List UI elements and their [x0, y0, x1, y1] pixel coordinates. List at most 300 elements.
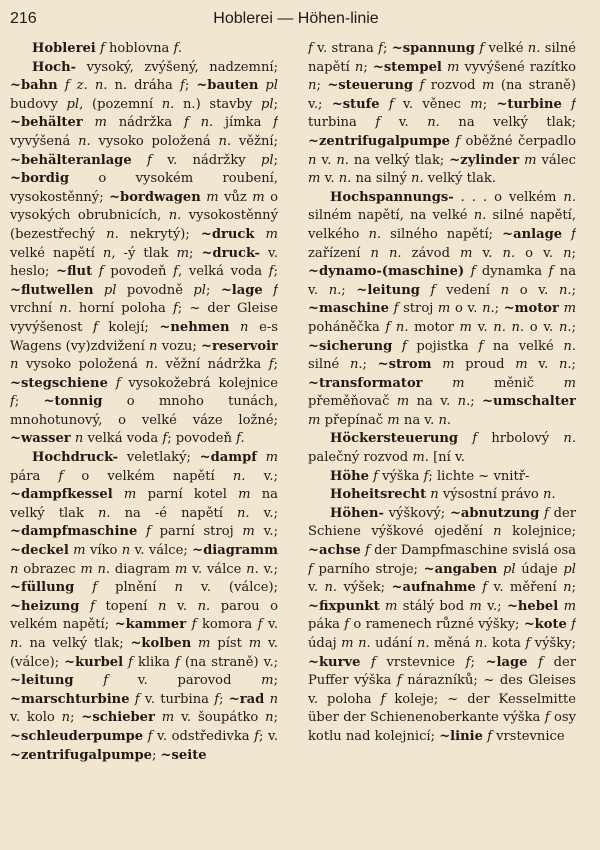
grammar-mark: m	[563, 375, 576, 391]
headword: Höckersteuerung	[330, 431, 459, 447]
grammar-mark: m	[470, 96, 483, 112]
grammar-mark: f	[561, 96, 576, 112]
definition-text: ;	[219, 691, 229, 707]
definition-text: oběžné čerpadlo	[465, 133, 576, 149]
definition-text: ;	[316, 78, 328, 94]
left-column	[10, 40, 278, 840]
grammar-mark: n	[157, 598, 177, 614]
grammar-mark: f	[92, 264, 111, 280]
headword: Hochdruck-	[32, 450, 119, 466]
definition-text: vedení	[446, 282, 501, 298]
definition-text: hoblovna	[108, 41, 174, 56]
grammar-mark: f	[525, 636, 535, 651]
definition-text: výška	[382, 468, 424, 484]
definition-text: budovy	[10, 96, 67, 112]
definition-text: o v.	[529, 319, 559, 335]
definition-text: . [ní v.	[424, 450, 465, 466]
grammar-mark: f	[107, 375, 129, 391]
definition-text: v. turbina	[144, 691, 215, 707]
grammar-mark: m	[387, 412, 404, 428]
grammar-mark: m	[238, 487, 262, 503]
grammar-mark: m	[558, 598, 576, 614]
grammar-mark: f	[527, 654, 554, 670]
grammar-mark: n.	[473, 208, 493, 224]
grammar-mark: n.	[324, 580, 344, 596]
definition-text: ;	[205, 282, 221, 298]
headword: ~leitung	[356, 282, 420, 298]
grammar-mark: n	[70, 431, 88, 447]
grammar-mark: n	[438, 412, 447, 428]
grammar-mark: f	[360, 654, 387, 670]
grammar-mark: m	[558, 301, 576, 317]
definition-text: v.	[482, 245, 503, 261]
definition-text: na velké	[492, 338, 564, 354]
grammar-mark: f	[378, 41, 383, 56]
grammar-mark: pl	[258, 78, 278, 94]
headword: ~bahn	[10, 78, 58, 94]
definition-text: velký tlak.	[427, 171, 496, 187]
definition-text: na velký tlak	[10, 487, 278, 521]
definition-text: .;	[358, 357, 378, 373]
grammar-mark: m	[515, 357, 539, 373]
definition-text: motor	[414, 319, 460, 335]
grammar-mark: n.	[168, 208, 189, 224]
headword: ~reservoir	[200, 338, 278, 354]
grammar-mark: f	[423, 468, 429, 484]
definition-text: měná	[434, 636, 475, 651]
headword: ~bauten	[196, 78, 259, 94]
definition-text: o v.	[454, 301, 483, 317]
grammar-mark: f	[162, 431, 168, 447]
definition-text: (na straně) v.;	[184, 654, 278, 670]
definition-text: hrbolový	[491, 431, 564, 447]
headword: ~druck-	[201, 245, 260, 261]
grammar-mark: m	[191, 636, 218, 651]
definition-text: v.	[176, 598, 198, 614]
grammar-mark: f.	[236, 431, 245, 447]
definition-text: o vysokých obrubnicích,	[10, 189, 278, 224]
definition-text: , -ý tlak	[111, 245, 177, 261]
headword: ~behälter	[10, 115, 83, 131]
definition-text: koleje; ~ der Kesselmitte über der Schienenoberkante výška	[308, 691, 576, 726]
definition-text: v. válce;	[134, 543, 193, 559]
definition-text: horní poloha	[78, 301, 173, 317]
definition-text: v.	[538, 357, 559, 373]
definition-text: der Puffer výška	[308, 654, 576, 689]
definition-text: diagram	[114, 561, 175, 577]
definition-text: ;	[273, 152, 278, 168]
grammar-mark: n	[563, 580, 572, 596]
definition-text: o vysokém roubení, vysokostěnný;	[10, 171, 278, 205]
definition-text: v.;	[263, 505, 278, 521]
entry-hoheitsrecht	[308, 486, 576, 505]
grammar-mark: n.	[78, 133, 99, 149]
headword: ~sicherung	[308, 338, 393, 354]
headword: ~abnutzung	[449, 505, 540, 521]
grammar-mark: f	[173, 264, 178, 280]
grammar-mark: f	[273, 115, 278, 131]
entry-hoch	[10, 59, 278, 449]
grammar-mark: n	[10, 561, 24, 577]
headword: ~druck	[200, 226, 255, 242]
definition-text: parní stroj	[159, 524, 243, 540]
definition-text: o v.	[519, 282, 559, 298]
grammar-mark: n n.	[370, 245, 412, 261]
headword: ~wasser	[10, 431, 71, 447]
definition-text: v. kolo	[10, 710, 62, 726]
grammar-mark: m	[308, 412, 325, 428]
grammar-mark: f	[389, 301, 404, 317]
headword: ~kolben	[130, 636, 192, 651]
definition-text: v. strana	[317, 41, 379, 56]
grammar-mark: n.	[474, 636, 492, 651]
grammar-mark: n	[149, 338, 162, 354]
definition-text: (na straně) v.;	[308, 78, 576, 112]
grammar-mark: m	[248, 636, 268, 651]
grammar-mark: n	[121, 543, 135, 559]
headword: ~nehmen	[159, 319, 230, 335]
definition-text: .;	[567, 319, 576, 335]
definition-text: na v.	[308, 264, 576, 298]
definition-text: výsostní právo	[442, 487, 543, 503]
definition-text: velké napětí	[10, 245, 103, 261]
page-header	[10, 8, 582, 34]
grammar-mark: f	[482, 728, 497, 744]
headword: ~turbine	[496, 96, 562, 112]
headword: ~strom	[377, 357, 432, 373]
grammar-mark: n.	[427, 115, 459, 131]
definition-text: na v.	[403, 412, 439, 428]
headword: ~stufe	[331, 96, 380, 112]
grammar-mark: f	[474, 41, 489, 56]
grammar-mark: f	[413, 78, 431, 94]
definition-text: vrchní	[10, 301, 60, 317]
grammar-mark: n.	[232, 468, 264, 484]
definition-text: velká voda	[87, 431, 163, 447]
definition-text: .;	[466, 394, 483, 410]
definition-text: ;	[382, 41, 392, 56]
grammar-mark: m	[437, 301, 455, 317]
definition-text: ;	[571, 580, 576, 596]
definition-text: píst	[217, 636, 249, 651]
definition-text: vrstevnice	[386, 654, 466, 670]
definition-text: ;	[189, 245, 202, 261]
definition-text: jímka	[224, 115, 274, 131]
definition-text: o mnoho tunách, mnohotunový, o velké váze ložné;	[10, 394, 278, 428]
headword: ~bordwagen	[109, 189, 201, 205]
definition-text: klika	[137, 654, 176, 670]
definition-text: ;	[151, 747, 161, 763]
grammar-mark: f	[379, 96, 404, 112]
grammar-mark: f	[548, 264, 560, 280]
definition-text: ;	[273, 673, 278, 689]
headword: ~bordig	[10, 171, 70, 187]
definition-text: .;	[567, 357, 576, 373]
definition-text: turbina	[308, 115, 376, 131]
headword: ~rad	[228, 691, 265, 707]
grammar-mark: pl	[261, 96, 274, 112]
definition-text: .;	[337, 282, 357, 298]
definition-text: údaje	[521, 561, 564, 577]
grammar-mark: f	[74, 580, 116, 596]
headword: ~kammer	[114, 617, 187, 633]
grammar-mark: f	[73, 673, 138, 689]
definition-text: kota	[492, 636, 526, 651]
entry-hohe	[308, 468, 576, 487]
definition-text: v.;	[263, 468, 278, 484]
definition-text: nádržka	[118, 115, 184, 131]
grammar-mark: n	[563, 245, 572, 261]
headword: ~schieber	[81, 710, 155, 726]
grammar-mark: f	[464, 264, 482, 280]
grammar-mark: f	[544, 710, 554, 726]
headword: ~heizung	[10, 598, 80, 614]
grammar-mark: m	[154, 710, 182, 726]
definition-text: , (pozemní	[79, 96, 162, 112]
headword: Höhen-	[330, 505, 384, 521]
grammar-mark: f z. n.	[57, 78, 115, 94]
definition-text: ;	[571, 245, 576, 261]
grammar-mark: n	[328, 282, 338, 298]
grammar-mark: f	[123, 654, 138, 670]
definition-text: zařízení	[308, 245, 371, 261]
headword: ~lage	[220, 282, 263, 298]
grammar-mark: f n.	[183, 115, 225, 131]
grammar-mark: f	[143, 728, 158, 744]
definition-text: topení	[105, 598, 158, 614]
definition-text: ;	[470, 654, 486, 670]
headword: Hoheitsrecht	[330, 487, 427, 503]
definition-text: stroj	[403, 301, 438, 317]
grammar-mark: n.	[502, 245, 526, 261]
grammar-mark: f	[95, 41, 109, 56]
definition-text: na velký tlak;	[29, 636, 131, 651]
grammar-mark: f	[79, 598, 106, 614]
definition-text: povodně	[126, 282, 194, 298]
definition-text: v.	[308, 580, 325, 596]
grammar-mark: f	[172, 301, 178, 317]
grammar-mark: n	[558, 319, 568, 335]
grammar-mark: m	[519, 152, 542, 168]
grammar-mark: f	[92, 319, 109, 335]
definition-text: .;	[567, 282, 576, 298]
grammar-mark: n	[102, 245, 112, 261]
grammar-mark: f	[392, 338, 417, 354]
definition-text: věžní;	[238, 133, 278, 149]
grammar-mark: f	[396, 673, 408, 689]
grammar-mark: pl	[66, 96, 80, 112]
definition-text: velké	[488, 41, 528, 56]
definition-text: silném napětí, na velké	[308, 208, 474, 224]
definition-text: o ramenech různé výšky;	[353, 617, 524, 633]
grammar-mark: n	[493, 524, 513, 540]
definition-text: , velká voda	[177, 264, 269, 280]
right-column	[308, 40, 576, 840]
headword: ~transformator	[308, 375, 423, 391]
headword: ~angaben	[423, 561, 498, 577]
definition-text: vůz	[224, 189, 253, 205]
grammar-mark: m	[256, 450, 278, 466]
definition-text: v. šoupátko	[181, 710, 266, 726]
definition-text: v. odstředivka	[157, 728, 255, 744]
definition-text: o velkém napětí	[81, 468, 233, 484]
grammar-mark: n.	[411, 171, 428, 187]
definition-text: přepínač	[324, 412, 388, 428]
headword: ~fixpunkt	[308, 598, 380, 614]
definition-text: veletlaký;	[118, 450, 200, 466]
definition-text: vysoký, zvýšený, nadzemní;	[76, 59, 278, 75]
grammar-mark: pl	[261, 152, 274, 168]
grammar-mark: n.	[563, 431, 576, 447]
headword: ~maschine	[308, 301, 389, 317]
headword: ~deckel	[10, 543, 69, 559]
definition-text: e-s Wagens (vy)zdvižení	[10, 319, 278, 354]
grammar-mark: f	[214, 691, 220, 707]
grammar-mark: f	[539, 505, 554, 521]
definition-text: ; ~ der Gleise vyvýšenost	[10, 301, 278, 335]
grammar-mark: n	[482, 301, 491, 317]
grammar-mark: pl	[93, 282, 127, 298]
grammar-mark: f	[131, 152, 168, 168]
grammar-mark: f	[566, 617, 576, 633]
grammar-mark: n.	[368, 226, 391, 242]
grammar-mark: n.	[527, 41, 545, 56]
grammar-mark: n. n.	[493, 319, 530, 335]
grammar-mark: f	[449, 133, 466, 149]
headword: ~tonnig	[43, 394, 103, 410]
grammar-mark: n	[354, 59, 364, 75]
headword: ~steuerung	[327, 78, 413, 94]
definition-text: v.	[267, 617, 278, 633]
definition-text: silné	[308, 357, 350, 373]
definition-text: v.;	[487, 598, 507, 614]
definition-text: ; lichte ~ vnitř-	[428, 468, 530, 484]
grammar-mark: f.	[173, 41, 183, 56]
grammar-mark: n.	[218, 133, 239, 149]
headword: ~motor	[503, 301, 559, 317]
definition-text: ;	[184, 78, 197, 94]
definition-text: ; v.	[259, 728, 278, 744]
grammar-mark: m	[459, 319, 478, 335]
definition-text: v. parovod	[137, 673, 262, 689]
grammar-mark: f	[10, 394, 15, 410]
grammar-mark: m	[412, 450, 425, 466]
grammar-mark: n	[558, 357, 568, 373]
definition-text: rozvod	[430, 78, 482, 94]
entry-hochdruck-continued	[308, 40, 576, 189]
headword: ~zylinder	[449, 152, 520, 168]
headword: ~flutwellen	[10, 282, 94, 298]
definition-text: osy kotlu nad kolejnicí;	[308, 710, 576, 744]
definition-text: silné napětí	[308, 41, 576, 75]
grammar-mark: f	[262, 282, 278, 298]
grammar-mark: f	[129, 691, 145, 707]
headword: ~linie	[439, 728, 483, 744]
entry-hochdruck	[10, 449, 278, 765]
headword: ~achse	[308, 543, 361, 559]
definition-text: kolejí;	[108, 319, 160, 335]
grammar-mark: n.	[97, 505, 125, 521]
entry-hohen	[308, 505, 576, 747]
definition-text: pára	[10, 468, 59, 484]
grammar-mark: m	[242, 524, 264, 540]
definition-text: přeměňovač	[308, 394, 397, 410]
definition-text: vozu;	[161, 338, 201, 354]
grammar-mark: n	[500, 282, 520, 298]
grammar-mark: m	[252, 189, 271, 205]
grammar-mark: n	[174, 580, 201, 596]
grammar-mark: m	[422, 375, 494, 391]
definition-text: vrstevnice	[496, 728, 565, 744]
definition-text: .	[446, 412, 452, 428]
headword: ~spannung	[391, 41, 475, 56]
definition-text: ;	[273, 710, 278, 726]
grammar-mark: m	[308, 171, 325, 187]
definition-text: nárazníků; ~ des Gleises v. poloha	[308, 673, 576, 707]
headword: ~marschturbine	[10, 691, 130, 707]
headword: Hochspannungs-	[330, 189, 454, 205]
grammar-mark: f	[137, 524, 160, 540]
definition-text: na -é napětí	[124, 505, 237, 521]
grammar-mark: n	[457, 394, 467, 410]
grammar-mark: n.	[145, 357, 166, 373]
headword: ~zentrifugalpumpe	[10, 747, 152, 763]
definition-text: vysokožebrá kolejnice	[128, 375, 278, 391]
definition-text: proud	[465, 357, 516, 373]
grammar-mark: f	[465, 654, 471, 670]
definition-text: v. (válce);	[10, 636, 278, 670]
definition-text: ;	[14, 394, 44, 410]
headword: ~umschalter	[482, 394, 576, 410]
grammar-mark: n	[61, 710, 71, 726]
grammar-mark: m	[469, 598, 488, 614]
definition-text: v.	[477, 319, 494, 335]
grammar-mark: m	[254, 226, 278, 242]
grammar-mark: n.	[236, 505, 264, 521]
definition-text: ;	[273, 357, 278, 373]
grammar-mark: f	[562, 226, 576, 242]
grammar-mark: pl	[193, 282, 206, 298]
definition-text: vysokostěnný (bezestřechý	[10, 208, 278, 242]
grammar-mark: m n.	[80, 561, 115, 577]
definition-text: n.) stavby	[182, 96, 261, 112]
grammar-mark: m	[396, 394, 417, 410]
grammar-mark: m	[441, 59, 465, 75]
grammar-mark: n	[308, 152, 322, 168]
grammar-mark: n.	[563, 338, 576, 354]
definition-text: v. nádržky	[167, 152, 261, 168]
grammar-mark: f	[58, 468, 82, 484]
definition-text: v.	[324, 171, 339, 187]
definition-text: n. dráha	[114, 78, 180, 94]
grammar-mark: f	[478, 338, 493, 354]
definition-text: na velký tlak;	[458, 115, 576, 131]
grammar-mark: n.	[542, 487, 556, 503]
entry-hochspannungs	[308, 189, 576, 431]
headword: Höhe	[330, 468, 369, 484]
grammar-mark: n	[558, 282, 568, 298]
definition-text: dynamka	[481, 264, 549, 280]
grammar-mark: m	[460, 245, 483, 261]
grammar-mark: n.	[10, 636, 30, 651]
definition-text: údaj	[308, 636, 342, 651]
grammar-mark: f	[254, 728, 260, 744]
grammar-mark: f	[344, 617, 354, 633]
headword: ~anlage	[502, 226, 563, 242]
definition-text: v.;	[263, 561, 278, 577]
definition-text: v. věnec	[403, 96, 471, 112]
grammar-mark: n	[426, 487, 443, 503]
